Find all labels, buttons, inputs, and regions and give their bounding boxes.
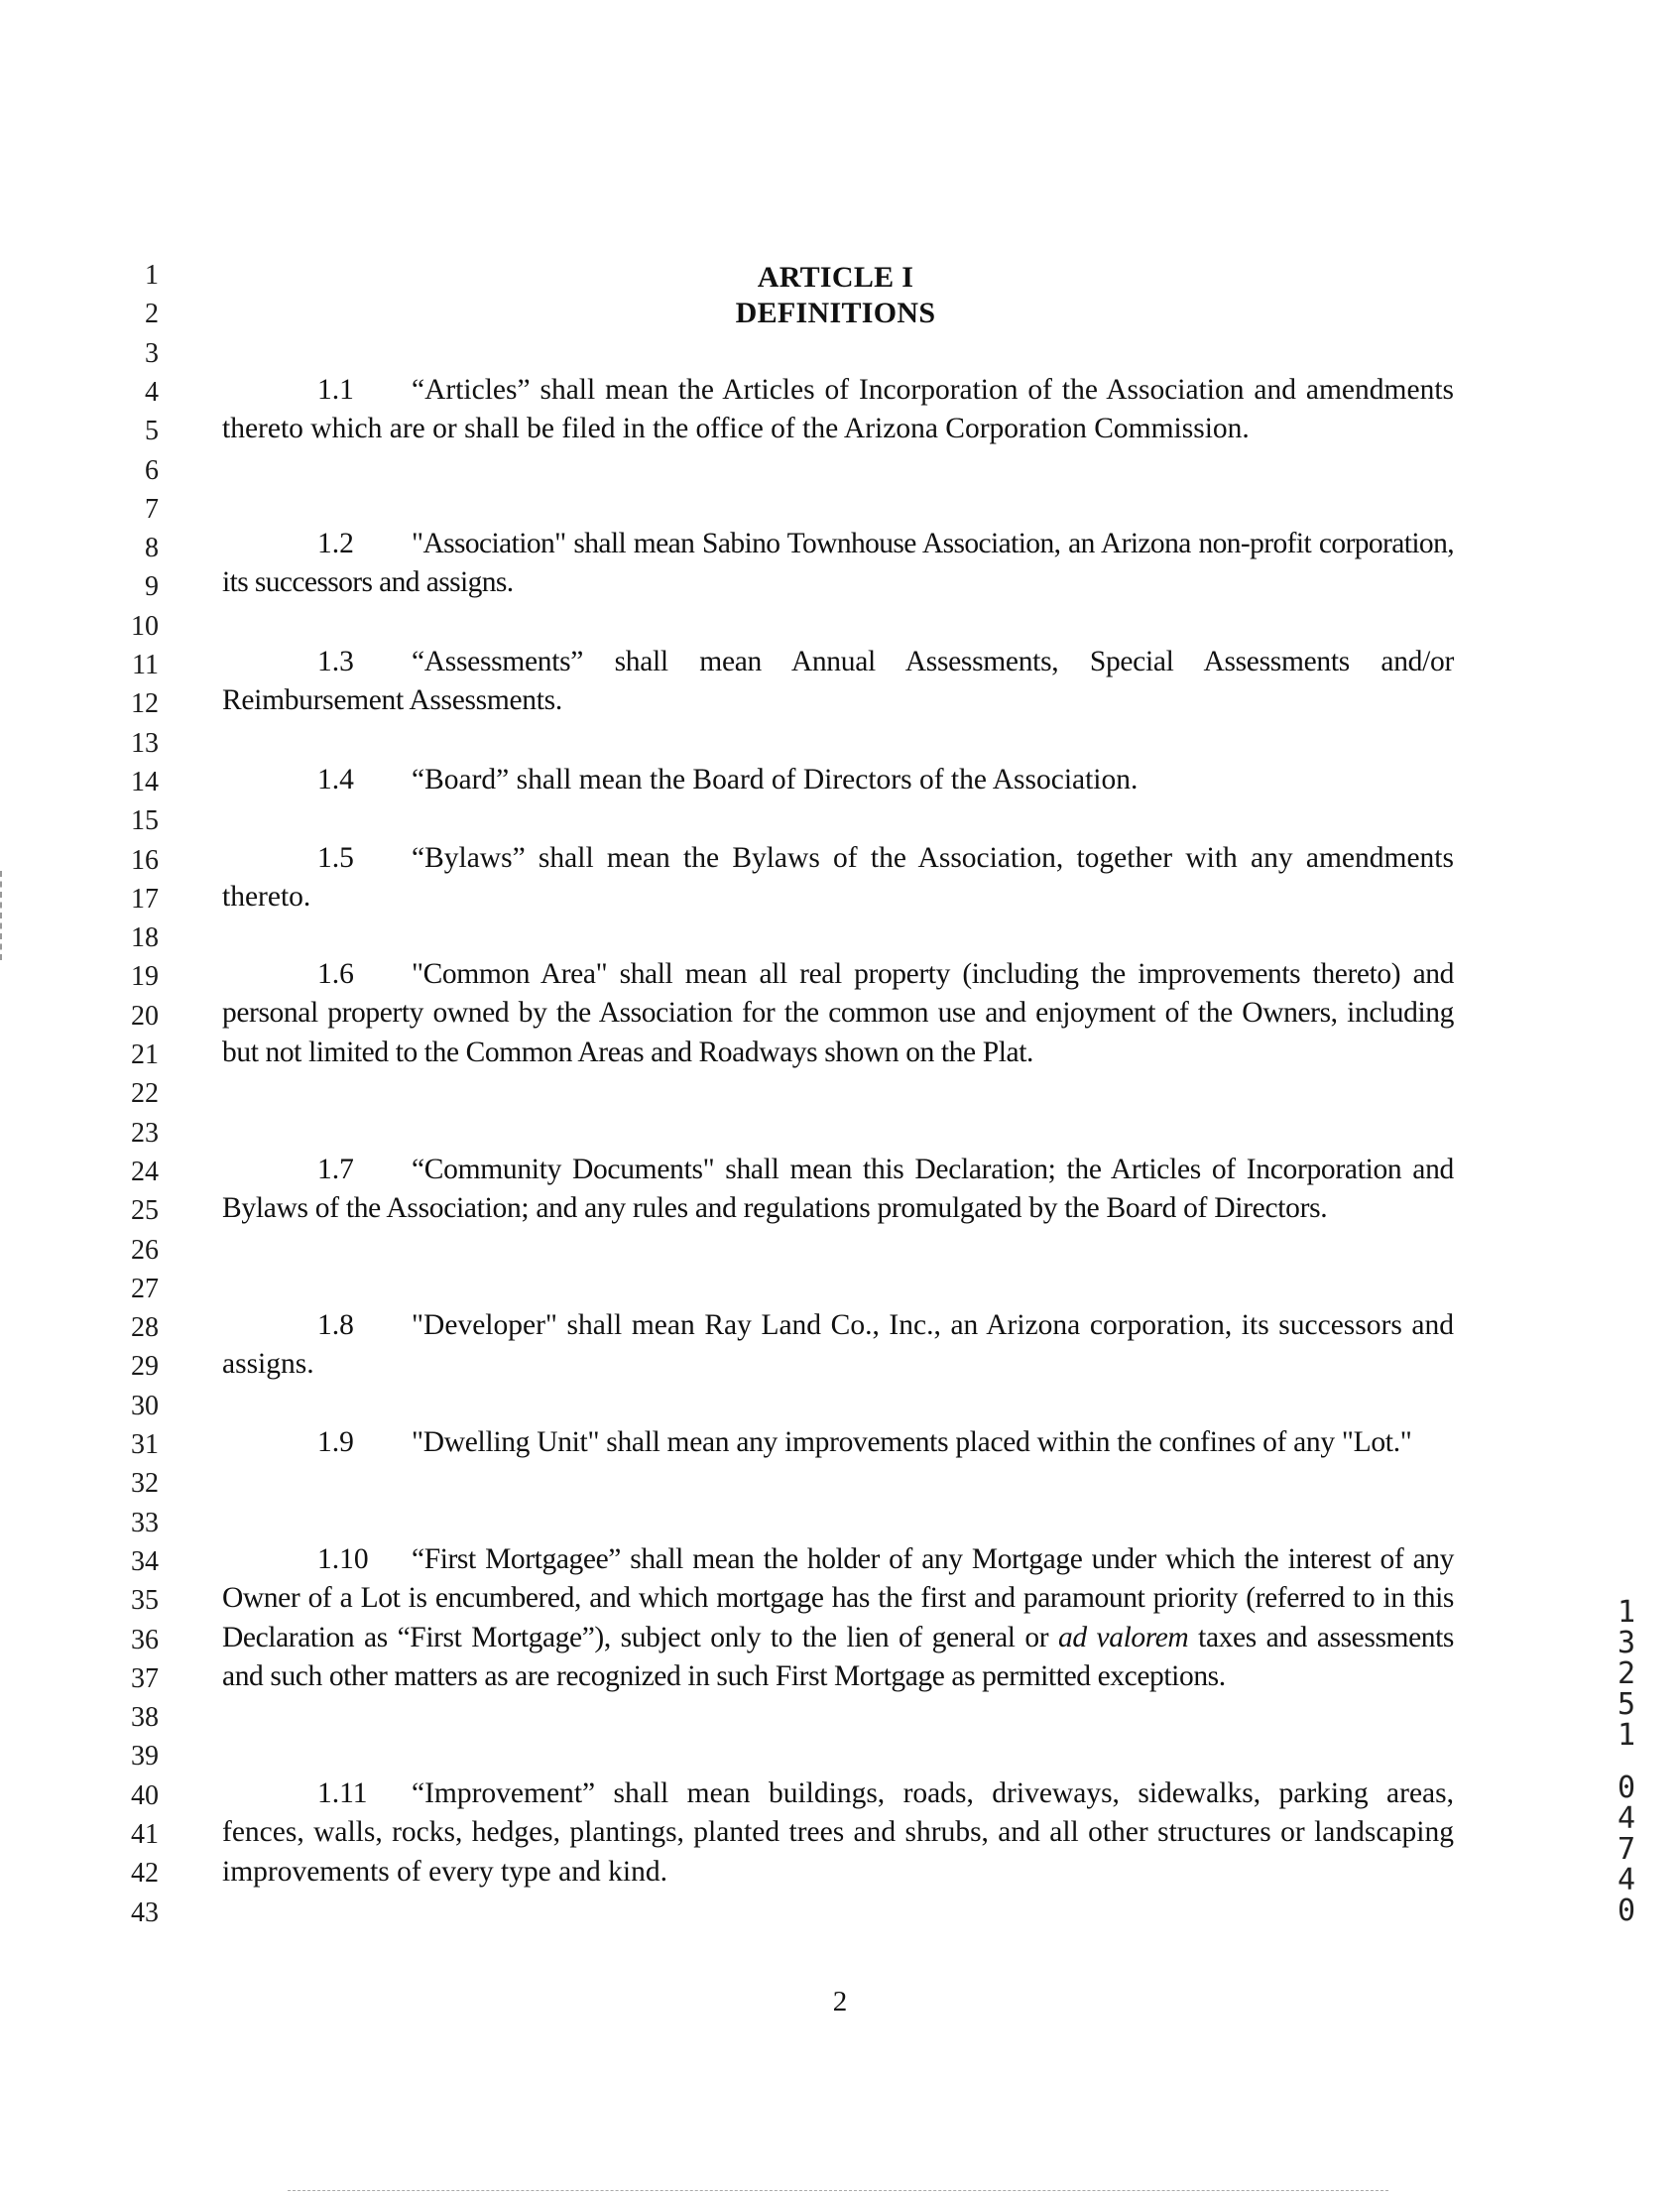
stamp-digit: 1 — [1617, 1718, 1636, 1753]
line-number: 32 — [131, 1468, 159, 1500]
line-number: 6 — [145, 454, 159, 486]
definition-number: 1.4 — [317, 764, 354, 795]
stamp-digit: 4 — [1617, 1863, 1636, 1897]
line-number: 1 — [145, 260, 159, 291]
definition-number: 1.8 — [317, 1309, 354, 1341]
line-number: 33 — [131, 1507, 159, 1538]
definition-paragraph — [222, 1151, 1454, 1229]
article-title: DEFINITIONS — [735, 297, 936, 329]
definition-paragraph — [222, 525, 1454, 603]
line-number: 11 — [132, 650, 159, 680]
line-number: 30 — [131, 1390, 159, 1421]
stamp-digit: 4 — [1617, 1801, 1636, 1836]
definition-paragraph — [222, 371, 1454, 449]
line-number: 21 — [131, 1039, 159, 1070]
stamp-digit: 0 — [1617, 1894, 1636, 1928]
stamp-digit: 1 — [1617, 1595, 1636, 1630]
definition-paragraph — [222, 1306, 1454, 1385]
definition-paragraph — [222, 761, 1454, 799]
definition-number: 1.10 — [317, 1543, 369, 1575]
line-number: 12 — [131, 688, 159, 720]
line-number: 26 — [131, 1234, 159, 1266]
line-number: 42 — [131, 1858, 159, 1890]
line-number: 18 — [131, 922, 159, 954]
stamp-digit — [1611, 1751, 1642, 1772]
line-number: 31 — [131, 1429, 159, 1460]
line-number: 35 — [131, 1585, 159, 1617]
line-number: 9 — [145, 571, 159, 603]
line-number: 43 — [131, 1896, 159, 1928]
line-number: 22 — [131, 1078, 159, 1110]
line-number: 36 — [131, 1624, 159, 1655]
line-number: 29 — [131, 1351, 159, 1383]
definition-paragraph — [222, 1423, 1454, 1462]
line-number: 41 — [131, 1819, 159, 1850]
stamp-digit: 0 — [1617, 1771, 1636, 1805]
line-number: 19 — [131, 961, 159, 993]
definition-text: “Bylaws” shall mean the Bylaws of the Association, together with any amendments thereto. — [222, 842, 1454, 914]
line-number: 7 — [145, 493, 159, 525]
line-number: 34 — [131, 1545, 159, 1577]
definition-text: "Common Area" shall mean all real property (including the improvements thereto) and personal property owned by the Association for the common use and enjoyment of the Owners, including but not limited to the Common Areas and Roadways shown on the Plat. — [222, 958, 1454, 1068]
definition-number: 1.7 — [317, 1154, 354, 1185]
line-number: 5 — [145, 416, 159, 447]
definition-text: "Association" shall mean Sabino Townhouse Association, an Arizona non-profit corporation, its successors and assigns. — [222, 528, 1454, 599]
stamp-digit: 3 — [1617, 1626, 1636, 1660]
definition-number: 1.5 — [317, 842, 354, 874]
definition-number: 1.1 — [317, 374, 354, 406]
definition-text-italic: ad valorem — [1058, 1621, 1189, 1653]
line-number: 14 — [131, 766, 159, 797]
definition-number: 1.2 — [317, 528, 354, 559]
line-number: 37 — [131, 1662, 159, 1694]
line-number: 39 — [131, 1741, 159, 1772]
line-number: 20 — [131, 1000, 159, 1032]
line-number: 2 — [145, 299, 159, 330]
definition-text: “Improvement” shall mean buildings, roads, driveways, sidewalks, parking areas, fences, walls, rocks, hedges, plantings, planted trees and shrubs, and all other structures or landscaping improvements of every type and kind. — [222, 1777, 1454, 1888]
definition-text: "Developer" shall mean Ray Land Co., Inc., an Arizona corporation, its successors and assigns. — [222, 1309, 1454, 1381]
definition-text: “Assessments” shall mean Annual Assessments, Special Assessments and/or Reimbursement Assessments. — [222, 646, 1454, 717]
line-number: 3 — [145, 337, 159, 369]
line-number: 28 — [131, 1312, 159, 1344]
line-number: 17 — [131, 883, 159, 915]
definition-text: “Articles” shall mean the Articles of Incorporation of the Association and amendments thereto which are or shall be filed in the office of the Arizona Corporation Commission. — [222, 374, 1454, 445]
definition-text: “Board” shall mean the Board of Directors of the Association. — [412, 764, 1139, 795]
line-number: 23 — [131, 1117, 159, 1149]
line-number: 27 — [131, 1273, 159, 1304]
scan-edge-mark — [0, 871, 6, 960]
definition-paragraph — [222, 955, 1454, 1072]
line-number: 13 — [131, 727, 159, 759]
definition-paragraph — [222, 839, 1454, 917]
definition-text: "Dwelling Unit" shall mean any improvements placed within the confines of any "Lot." — [412, 1426, 1412, 1458]
line-number: 25 — [131, 1195, 159, 1227]
definition-number: 1.6 — [317, 958, 354, 990]
definition-text: “Community Documents" shall mean this Declaration; the Articles of Incorporation and Bylaws of the Association; and any rules and regulations promulgated by the Board of Directors. — [222, 1154, 1454, 1225]
line-number: 38 — [131, 1702, 159, 1734]
definition-paragraph — [222, 643, 1454, 721]
definition-paragraph — [222, 1540, 1454, 1696]
definition-text-part: “First Mortgagee” shall mean the holder of any Mortgage under which the interest of any Owner of a Lot is encumbered, and which mortgage has the first and paramount priority (referred to in this Declaration as “First Mortgage”), subject only to the lien of general or — [222, 1543, 1454, 1653]
definition-paragraph — [222, 1774, 1454, 1892]
stamp-digit: 7 — [1617, 1832, 1636, 1867]
line-number: 10 — [131, 610, 159, 642]
stamp-digit: 2 — [1617, 1656, 1636, 1691]
definition-number: 1.9 — [317, 1426, 354, 1458]
line-number: 16 — [131, 844, 159, 876]
line-number: 8 — [145, 533, 159, 564]
line-number: 40 — [131, 1779, 159, 1811]
definition-text-part: taxes and assessments and such other matters as are recognized in such First Mortgage as permitted exceptions. — [222, 1621, 1455, 1692]
scan-bottom-mark — [288, 2190, 1388, 2191]
article-number: ARTICLE I — [757, 261, 914, 294]
recording-stamp — [1611, 1597, 1642, 1926]
line-number: 4 — [145, 376, 159, 408]
definition-number: 1.3 — [317, 646, 354, 677]
definition-number: 1.11 — [317, 1777, 368, 1809]
page-number: 2 — [832, 1986, 848, 2017]
line-number: 15 — [131, 805, 159, 837]
line-number: 24 — [131, 1156, 159, 1187]
stamp-digit: 5 — [1617, 1687, 1636, 1722]
